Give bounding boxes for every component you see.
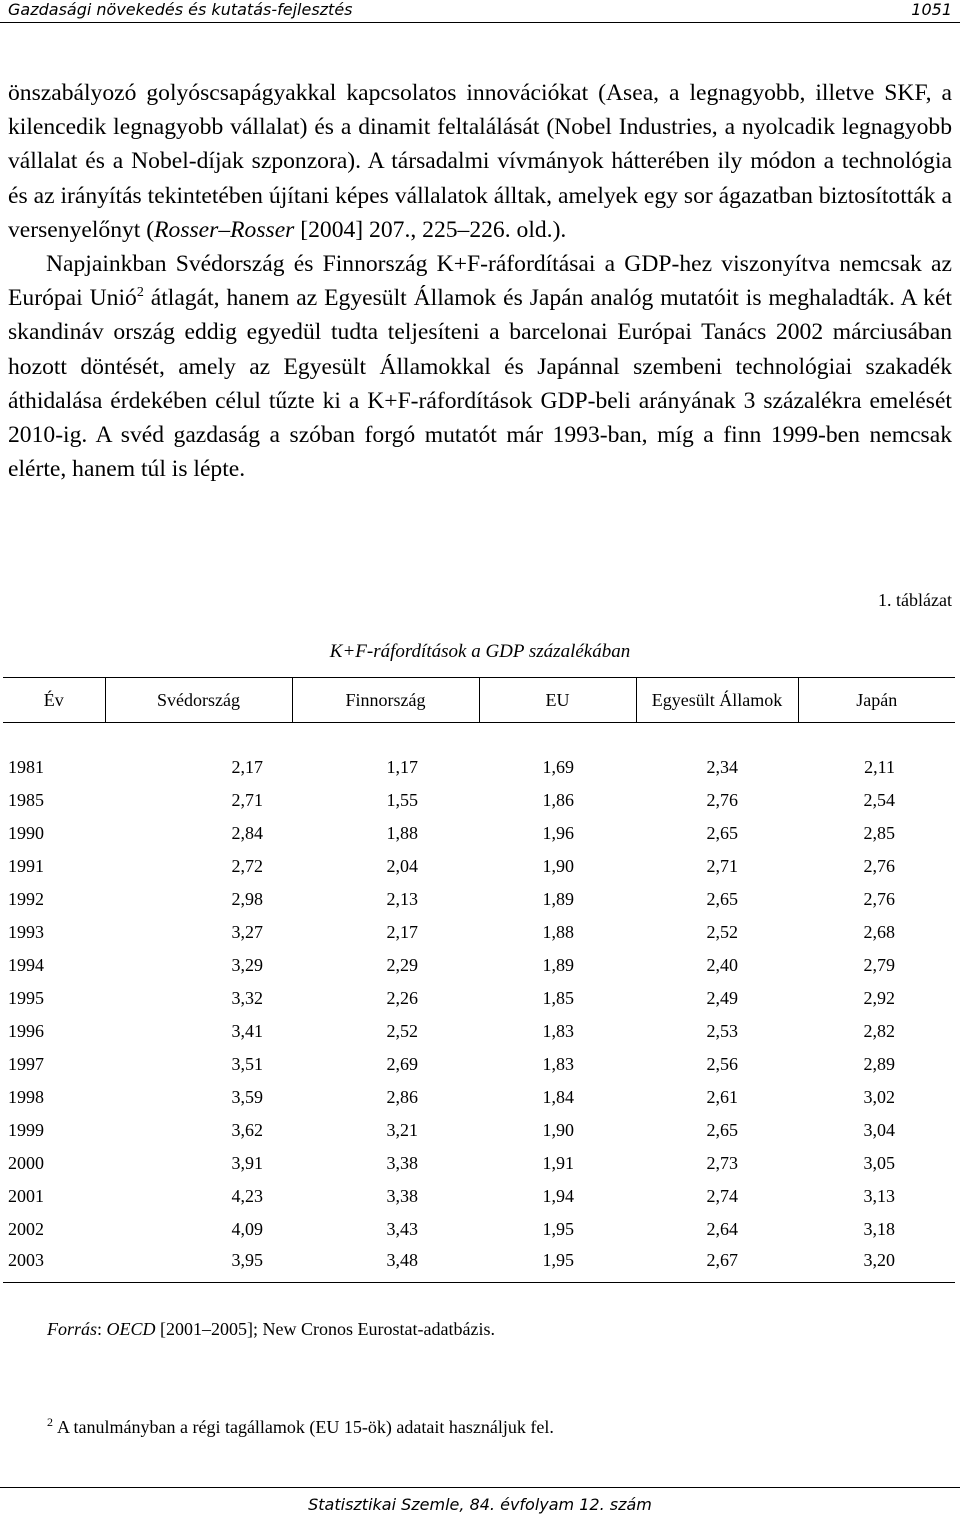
value-cell: 3,59 (231, 1087, 263, 1107)
year-cell: 1985 (8, 790, 44, 810)
year-cell: 1991 (8, 856, 44, 876)
value-cell: 3,51 (231, 1054, 263, 1074)
year-cell: 1999 (8, 1120, 44, 1140)
column-header-usa: Egyesült Államok (636, 678, 798, 723)
year-cell: 2001 (8, 1186, 44, 1206)
year-cell: 1995 (8, 988, 44, 1008)
value-cell: 1,90 (542, 1120, 574, 1140)
running-header-title: Gazdasági növekedés és kutatás-fejlesztés (8, 0, 353, 19)
value-cell: 2,69 (386, 1054, 418, 1074)
value-cell: 3,62 (231, 1120, 263, 1140)
value-cell: 1,95 (479, 1246, 636, 1283)
column-header-finland: Finnország (292, 678, 479, 723)
table-row (3, 1147, 955, 1180)
year-cell: 1996 (8, 1021, 44, 1041)
source-org: OECD (106, 1319, 156, 1339)
column-header-year: Év (3, 678, 105, 723)
value-cell: 1,86 (542, 790, 574, 810)
value-cell: 2,85 (863, 823, 895, 843)
value-cell: 2,11 (864, 757, 895, 777)
year-cell: 1994 (8, 955, 44, 975)
value-cell: 1,84 (542, 1087, 574, 1107)
value-cell: 3,27 (231, 922, 263, 942)
year-cell: 1992 (8, 889, 44, 909)
value-cell: 2,17 (386, 922, 418, 942)
value-cell: 2,17 (231, 757, 263, 777)
value-cell: 2,79 (863, 955, 895, 975)
value-cell: 2,13 (386, 889, 418, 909)
value-cell: 2,61 (706, 1087, 738, 1107)
value-cell: 1,55 (386, 790, 418, 810)
footer-divider (0, 1487, 960, 1488)
year-cell: 1998 (8, 1087, 44, 1107)
table-row (3, 1114, 955, 1147)
value-cell: 2,82 (863, 1021, 895, 1041)
value-cell: 2,65 (706, 823, 738, 843)
value-cell: 3,04 (863, 1120, 895, 1140)
year-cell: 1993 (8, 922, 44, 942)
value-cell: 1,83 (542, 1054, 574, 1074)
value-cell: 2,52 (386, 1021, 418, 1041)
value-cell: 2,34 (706, 757, 738, 777)
footnote-text: A tanulmányban a régi tagállamok (EU 15-ök) adatait használjuk fel. (57, 1417, 554, 1437)
paragraph-1-text-a: önszabályozó golyóscsapágyakkal kapcsolatos innovációkat (Asea, a legnagyobb, illetve SKF, a kilencedik legnagyobb vállalat) és a dinamit feltalálását (Nobel Industries, a nyolcadik legnagyobb vállalat és a Nobel-díjak szponzora). A társadalmi vívmányok hátterében ily módon a technológia és az irányítás tekintetében újítani képes vállalatok álltak, amelyek egy sor ágazatban biztosították a versenyelőnyt ( (8, 80, 952, 243)
value-cell: 2,76 (863, 889, 895, 909)
value-cell: 2,64 (706, 1219, 738, 1239)
source-label: Forrás (47, 1319, 98, 1339)
table-row (3, 1048, 955, 1081)
value-cell: 3,41 (231, 1021, 263, 1041)
table-header-row (3, 678, 955, 723)
value-cell: 3,20 (798, 1246, 955, 1283)
value-cell: 1,94 (542, 1186, 574, 1206)
value-cell: 2,73 (706, 1153, 738, 1173)
table-spacer-row (3, 723, 955, 752)
value-cell: 3,29 (231, 955, 263, 975)
value-cell: 3,38 (386, 1186, 418, 1206)
value-cell: 3,21 (386, 1120, 418, 1140)
table-row (3, 1213, 955, 1246)
value-cell: 2,49 (706, 988, 738, 1008)
value-cell: 2,71 (231, 790, 263, 810)
year-cell: 1990 (8, 823, 44, 843)
year-cell: 1997 (8, 1054, 44, 1074)
value-cell: 1,89 (542, 889, 574, 909)
value-cell: 2,92 (863, 988, 895, 1008)
value-cell: 2,76 (863, 856, 895, 876)
value-cell: 3,13 (863, 1186, 895, 1206)
table-title: K+F-ráfordítások a GDP százalékában (329, 641, 631, 662)
value-cell: 2,76 (706, 790, 738, 810)
value-cell: 1,69 (542, 757, 574, 777)
value-cell: 1,17 (386, 757, 418, 777)
column-header-japan: Japán (798, 678, 955, 723)
value-cell: 2,86 (386, 1087, 418, 1107)
rd-expenditure-table (3, 677, 955, 1283)
value-cell: 1,95 (542, 1219, 574, 1239)
value-cell: 1,88 (542, 922, 574, 942)
table-row (3, 1180, 955, 1213)
value-cell: 2,74 (706, 1186, 738, 1206)
value-cell: 1,96 (542, 823, 574, 843)
value-cell: 3,91 (231, 1153, 263, 1173)
value-cell: 2,26 (386, 988, 418, 1008)
table-row (3, 850, 955, 883)
table-row (3, 1246, 955, 1283)
value-cell: 2,53 (706, 1021, 738, 1041)
footnote (47, 1415, 554, 1438)
value-cell: 1,91 (542, 1153, 574, 1173)
value-cell: 1,89 (542, 955, 574, 975)
value-cell: 3,32 (231, 988, 263, 1008)
body-text (8, 76, 952, 486)
value-cell: 2,65 (706, 1120, 738, 1140)
table-row (3, 784, 955, 817)
value-cell: 1,83 (542, 1021, 574, 1041)
value-cell: 2,52 (706, 922, 738, 942)
footnote-number: 2 (47, 1415, 53, 1429)
paragraph-2 (8, 247, 952, 486)
value-cell: 3,43 (386, 1219, 418, 1239)
page-number: 1051 (911, 0, 952, 19)
value-cell: 2,89 (863, 1054, 895, 1074)
paragraph-1 (8, 76, 952, 247)
footnote-reference: 2 (136, 285, 144, 301)
table-row (3, 1015, 955, 1048)
value-cell: 2,67 (636, 1246, 798, 1283)
column-header-eu: EU (479, 678, 636, 723)
value-cell: 4,23 (231, 1186, 263, 1206)
citation-authors: Rosser–Rosser (154, 216, 295, 243)
value-cell: 2,71 (706, 856, 738, 876)
value-cell: 4,09 (231, 1219, 263, 1239)
running-header (0, 0, 960, 20)
year-cell: 2003 (3, 1246, 105, 1283)
value-cell: 2,72 (231, 856, 263, 876)
paragraph-2-text-b: átlagát, hanem az Egyesült Államok és Japán analóg mutatóit is meghaladták. A két skandináv ország eddig egyedül tudta teljesíteni a barcelonai Európai Tanács 2002 márciusában hozott döntését, amely az Egyesült Államokkal és Japánnal szembeni technológiai szakadék áthidalása érdekében célul tűzte ki a K+F-ráfordítások GDP-beli arányának 3 százalékra emelését 2010-ig. A svéd gazdaság a szóban forgó mutatót már 1993-ban, míg a finn 1999-ben nemcsak elérte, hanem túl is lépte. (8, 285, 952, 483)
value-cell: 3,38 (386, 1153, 418, 1173)
running-footer: Statisztikai Szemle, 84. évfolyam 12. szám (308, 1495, 652, 1514)
paragraph-1-text-b: [2004] 207., 225–226. old.). (294, 216, 567, 243)
value-cell: 1,88 (386, 823, 418, 843)
value-cell: 2,04 (386, 856, 418, 876)
value-cell: 1,90 (542, 856, 574, 876)
table-body (3, 723, 955, 1283)
value-cell: 1,85 (542, 988, 574, 1008)
table-row (3, 883, 955, 916)
source-text: [2001–2005]; New Cronos Eurostat-adatbázis. (155, 1319, 495, 1339)
year-cell: 2002 (8, 1219, 44, 1239)
year-cell: 1981 (8, 757, 44, 777)
value-cell: 3,95 (105, 1246, 292, 1283)
value-cell: 2,56 (706, 1054, 738, 1074)
table-source: Forrás: OECD [2001–2005]; New Cronos Eurostat-adatbázis. (47, 1319, 495, 1339)
header-divider (0, 22, 960, 23)
table-row (3, 982, 955, 1015)
value-cell: 2,40 (706, 955, 738, 975)
column-header-sweden: Svédország (105, 678, 292, 723)
year-cell: 2000 (8, 1153, 44, 1173)
value-cell: 2,29 (386, 955, 418, 975)
value-cell: 3,05 (863, 1153, 895, 1173)
value-cell: 2,98 (231, 889, 263, 909)
table-number: 1. táblázat (878, 590, 952, 610)
table-row (3, 817, 955, 850)
value-cell: 2,65 (706, 889, 738, 909)
paragraph-2-text-a: Napjainkban Svédország és Finnország K+F-ráfordításai a GDP-hez viszonyítva nemcsak az Európai Unió (8, 251, 952, 312)
table-row (3, 949, 955, 982)
table-row (3, 751, 955, 784)
value-cell: 2,68 (863, 922, 895, 942)
value-cell: 3,18 (863, 1219, 895, 1239)
value-cell: 2,84 (231, 823, 263, 843)
value-cell: 3,48 (292, 1246, 479, 1283)
table-row (3, 1081, 955, 1114)
value-cell: 3,02 (863, 1087, 895, 1107)
table-row (3, 916, 955, 949)
value-cell: 2,54 (863, 790, 895, 810)
